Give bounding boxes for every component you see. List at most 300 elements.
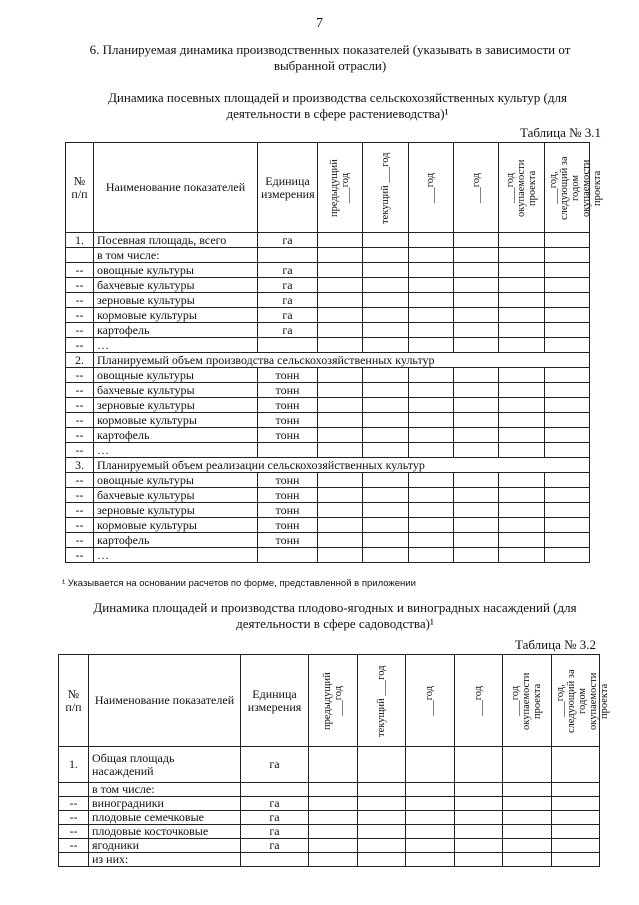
value-cell[interactable]: [318, 323, 363, 338]
value-cell[interactable]: [309, 825, 358, 839]
column-header: [357, 655, 406, 747]
row-unit: га: [258, 323, 318, 338]
row-unit: га: [258, 293, 318, 308]
row-number: --: [66, 533, 94, 548]
value-cell[interactable]: [454, 839, 503, 853]
table-3-2: [58, 654, 610, 867]
value-cell[interactable]: [408, 308, 453, 323]
row-number: --: [66, 293, 94, 308]
value-cell[interactable]: [544, 338, 589, 353]
value-cell[interactable]: [408, 413, 453, 428]
column-header-text: ___год, следующий за годом окупаемости проекта: [554, 668, 610, 733]
row-name: в том числе:: [89, 783, 241, 797]
value-cell[interactable]: [499, 248, 544, 263]
table-row: [66, 338, 590, 353]
row-number: --: [59, 825, 89, 839]
column-header: [453, 143, 498, 233]
value-cell[interactable]: [551, 853, 600, 867]
section-title: 6. Планируемая динамика производственных показателей (указывать в зависимости от выбранной отрасли): [89, 42, 571, 73]
row-unit: га: [258, 308, 318, 323]
row-name: Планируемый объем реализации сельскохозяйственных культур: [94, 458, 590, 473]
table2-label: Таблица № 3.2: [515, 637, 597, 652]
value-cell[interactable]: [499, 308, 544, 323]
row-name: ягодники: [89, 839, 241, 853]
value-cell[interactable]: [499, 533, 544, 548]
value-cell[interactable]: [503, 839, 552, 853]
value-cell[interactable]: [408, 323, 453, 338]
value-cell[interactable]: [408, 248, 453, 263]
value-cell[interactable]: [499, 473, 544, 488]
value-cell[interactable]: [499, 413, 544, 428]
row-name: плодовые косточковые: [89, 825, 241, 839]
value-cell[interactable]: [318, 548, 363, 563]
column-header-text: предыдущий ___год: [321, 671, 344, 730]
value-cell[interactable]: [318, 248, 363, 263]
value-cell[interactable]: [357, 783, 406, 797]
table-row: [66, 458, 590, 473]
value-cell[interactable]: [318, 533, 363, 548]
value-cell[interactable]: [363, 473, 408, 488]
value-cell[interactable]: [363, 323, 408, 338]
value-cell[interactable]: [544, 293, 589, 308]
table1-label: Таблица № 3.1: [520, 125, 602, 140]
value-cell[interactable]: [544, 368, 589, 383]
row-name: из них:: [89, 853, 241, 867]
value-cell[interactable]: [544, 473, 589, 488]
value-cell[interactable]: [408, 503, 453, 518]
value-cell[interactable]: [363, 533, 408, 548]
value-cell[interactable]: [503, 797, 552, 811]
value-cell[interactable]: [309, 853, 358, 867]
value-cell[interactable]: [499, 398, 544, 413]
row-name: Общая площадь насаждений: [89, 747, 241, 783]
value-cell[interactable]: [408, 398, 453, 413]
value-cell[interactable]: [406, 797, 455, 811]
value-cell[interactable]: [454, 825, 503, 839]
table-row: [66, 548, 590, 563]
value-cell[interactable]: [363, 248, 408, 263]
table-row: [66, 353, 590, 368]
value-cell[interactable]: [544, 278, 589, 293]
value-cell[interactable]: [551, 797, 600, 811]
column-header: [503, 655, 552, 747]
value-cell[interactable]: [544, 428, 589, 443]
column-header: [258, 143, 318, 233]
value-cell[interactable]: [499, 548, 544, 563]
value-cell[interactable]: [544, 323, 589, 338]
value-cell[interactable]: [551, 825, 600, 839]
table-row: [66, 518, 590, 533]
table-row: [66, 443, 590, 458]
value-cell[interactable]: [544, 263, 589, 278]
table-row: [66, 293, 590, 308]
value-cell[interactable]: [454, 797, 503, 811]
value-cell[interactable]: [408, 293, 453, 308]
value-cell[interactable]: [453, 428, 498, 443]
row-number: [66, 248, 94, 263]
value-cell[interactable]: [408, 368, 453, 383]
row-name: зерновые культуры: [94, 398, 258, 413]
row-name: овощные культуры: [94, 263, 258, 278]
value-cell[interactable]: [318, 308, 363, 323]
table-row: [66, 233, 590, 248]
value-cell[interactable]: [408, 428, 453, 443]
table-row: [59, 783, 600, 797]
value-cell[interactable]: [453, 488, 498, 503]
row-unit: га: [258, 233, 318, 248]
column-header-text: № п/п: [65, 686, 82, 714]
table-row: [66, 383, 590, 398]
column-header: [406, 655, 455, 747]
row-unit: тонн: [258, 428, 318, 443]
value-cell[interactable]: [363, 503, 408, 518]
table-row: [66, 473, 590, 488]
value-cell[interactable]: [551, 783, 600, 797]
value-cell[interactable]: [503, 811, 552, 825]
row-name: кормовые культуры: [94, 308, 258, 323]
column-header-text: ___год: [425, 172, 437, 203]
value-cell[interactable]: [453, 248, 498, 263]
table-row: [59, 811, 600, 825]
value-cell[interactable]: [363, 263, 408, 278]
column-header-text: Наименование показателей: [105, 180, 246, 194]
value-cell[interactable]: [363, 308, 408, 323]
value-cell[interactable]: [408, 473, 453, 488]
value-cell[interactable]: [363, 383, 408, 398]
column-header-text: текущий ___год: [375, 664, 387, 737]
value-cell[interactable]: [453, 473, 498, 488]
value-cell[interactable]: [544, 443, 589, 458]
table-row: [59, 747, 600, 783]
table-row: [66, 533, 590, 548]
table1-caption: Динамика посевных площадей и производства сельскохозяйственных культур (для деятельности в сфере растениеводства)¹: [108, 90, 567, 121]
value-cell[interactable]: [363, 368, 408, 383]
column-header-text: ___год окупаемости проекта: [510, 671, 544, 730]
row-number: 3.: [66, 458, 94, 473]
value-cell[interactable]: [406, 811, 455, 825]
row-name: зерновые культуры: [94, 293, 258, 308]
row-number: --: [66, 413, 94, 428]
value-cell[interactable]: [544, 248, 589, 263]
value-cell[interactable]: [499, 293, 544, 308]
row-number: --: [66, 488, 94, 503]
row-number: --: [59, 797, 89, 811]
row-number: [59, 853, 89, 867]
row-number: --: [66, 548, 94, 563]
value-cell[interactable]: [453, 413, 498, 428]
row-unit: га: [241, 811, 309, 825]
column-header: [363, 143, 408, 233]
value-cell[interactable]: [406, 747, 455, 783]
footnote: ¹ Указывается на основании расчетов по форме, представленной в приложении: [62, 578, 416, 589]
value-cell[interactable]: [318, 473, 363, 488]
row-name: плодовые семечковые: [89, 811, 241, 825]
column-header: [499, 143, 544, 233]
value-cell[interactable]: [357, 839, 406, 853]
value-cell[interactable]: [363, 398, 408, 413]
value-cell[interactable]: [453, 338, 498, 353]
row-unit: тонн: [258, 398, 318, 413]
value-cell[interactable]: [357, 811, 406, 825]
value-cell[interactable]: [453, 398, 498, 413]
value-cell[interactable]: [318, 488, 363, 503]
row-name: картофель: [94, 533, 258, 548]
column-header: [408, 143, 453, 233]
value-cell[interactable]: [363, 413, 408, 428]
value-cell[interactable]: [408, 548, 453, 563]
row-unit: тонн: [258, 518, 318, 533]
row-unit: тонн: [258, 488, 318, 503]
row-number: --: [66, 263, 94, 278]
value-cell[interactable]: [363, 518, 408, 533]
table-row: [59, 797, 600, 811]
column-header-text: ___год: [470, 172, 482, 203]
value-cell[interactable]: [408, 338, 453, 353]
value-cell[interactable]: [318, 338, 363, 353]
row-name: кормовые культуры: [94, 518, 258, 533]
column-header: [544, 143, 603, 233]
row-name: овощные культуры: [94, 473, 258, 488]
value-cell[interactable]: [406, 783, 455, 797]
value-cell[interactable]: [453, 278, 498, 293]
value-cell[interactable]: [357, 825, 406, 839]
value-cell[interactable]: [544, 398, 589, 413]
value-cell[interactable]: [551, 747, 600, 783]
value-cell[interactable]: [503, 853, 552, 867]
row-number: --: [66, 323, 94, 338]
row-unit: тонн: [258, 368, 318, 383]
value-cell[interactable]: [499, 443, 544, 458]
value-cell[interactable]: [309, 747, 358, 783]
value-cell[interactable]: [453, 263, 498, 278]
value-cell[interactable]: [318, 233, 363, 248]
table-row: [66, 398, 590, 413]
table-row: [66, 263, 590, 278]
value-cell[interactable]: [544, 233, 589, 248]
value-cell[interactable]: [357, 853, 406, 867]
value-cell[interactable]: [453, 518, 498, 533]
row-unit: [258, 338, 318, 353]
row-unit: тонн: [258, 473, 318, 488]
value-cell[interactable]: [357, 797, 406, 811]
row-unit: га: [241, 839, 309, 853]
column-header: [89, 655, 241, 747]
column-header-text: предыдущий ___год: [329, 158, 352, 217]
value-cell[interactable]: [499, 323, 544, 338]
value-cell[interactable]: [309, 783, 358, 797]
column-header-text: ___год окупаемости проекта: [504, 158, 538, 217]
value-cell[interactable]: [318, 503, 363, 518]
row-name: кормовые культуры: [94, 413, 258, 428]
row-number: 1.: [66, 233, 94, 248]
value-cell[interactable]: [408, 278, 453, 293]
value-cell[interactable]: [544, 533, 589, 548]
value-cell[interactable]: [318, 278, 363, 293]
value-cell[interactable]: [544, 308, 589, 323]
value-cell[interactable]: [318, 518, 363, 533]
row-unit: тонн: [258, 383, 318, 398]
row-number: --: [66, 368, 94, 383]
value-cell[interactable]: [318, 383, 363, 398]
value-cell[interactable]: [499, 503, 544, 518]
table-row: [66, 278, 590, 293]
column-header-text: ___год, следующий за годом окупаемости проекта: [547, 155, 603, 220]
value-cell[interactable]: [499, 338, 544, 353]
value-cell[interactable]: [408, 518, 453, 533]
value-cell[interactable]: [363, 428, 408, 443]
value-cell[interactable]: [363, 233, 408, 248]
column-header: [318, 143, 363, 233]
value-cell[interactable]: [363, 548, 408, 563]
row-unit: [258, 548, 318, 563]
table-row: [66, 428, 590, 443]
column-header-text: Единица измерения: [247, 686, 302, 714]
value-cell[interactable]: [453, 323, 498, 338]
value-cell[interactable]: [318, 263, 363, 278]
column-header-text: № п/п: [71, 173, 88, 201]
value-cell[interactable]: [551, 811, 600, 825]
value-cell[interactable]: [453, 443, 498, 458]
table-row: [66, 503, 590, 518]
row-name: зерновые культуры: [94, 503, 258, 518]
value-cell[interactable]: [309, 797, 358, 811]
value-cell[interactable]: [453, 383, 498, 398]
row-number: --: [66, 443, 94, 458]
value-cell[interactable]: [454, 811, 503, 825]
value-cell[interactable]: [453, 533, 498, 548]
column-header: [94, 143, 258, 233]
value-cell[interactable]: [318, 398, 363, 413]
value-cell[interactable]: [499, 518, 544, 533]
value-cell[interactable]: [408, 533, 453, 548]
row-unit: га: [258, 278, 318, 293]
value-cell[interactable]: [544, 503, 589, 518]
row-unit: [258, 248, 318, 263]
value-cell[interactable]: [408, 443, 453, 458]
table-row: [66, 368, 590, 383]
table-row: [59, 839, 600, 853]
row-name: бахчевые культуры: [94, 278, 258, 293]
value-cell[interactable]: [551, 839, 600, 853]
value-cell[interactable]: [363, 488, 408, 503]
value-cell[interactable]: [503, 783, 552, 797]
value-cell[interactable]: [544, 383, 589, 398]
row-name: картофель: [94, 428, 258, 443]
column-header: [66, 143, 94, 233]
value-cell[interactable]: [453, 368, 498, 383]
row-name: бахчевые культуры: [94, 383, 258, 398]
value-cell[interactable]: [453, 233, 498, 248]
value-cell[interactable]: [318, 293, 363, 308]
value-cell[interactable]: [499, 488, 544, 503]
table-row: [66, 248, 590, 263]
column-header-text: текущий ___год: [379, 151, 391, 224]
value-cell[interactable]: [499, 263, 544, 278]
value-cell[interactable]: [453, 308, 498, 323]
value-cell[interactable]: [363, 338, 408, 353]
value-cell[interactable]: [318, 428, 363, 443]
value-cell[interactable]: [408, 488, 453, 503]
row-number: --: [66, 398, 94, 413]
row-name: картофель: [94, 323, 258, 338]
row-unit: тонн: [258, 503, 318, 518]
value-cell[interactable]: [454, 747, 503, 783]
value-cell[interactable]: [454, 783, 503, 797]
row-unit: [258, 443, 318, 458]
value-cell[interactable]: [357, 747, 406, 783]
value-cell[interactable]: [408, 233, 453, 248]
value-cell[interactable]: [453, 548, 498, 563]
row-number: --: [66, 383, 94, 398]
value-cell[interactable]: [408, 263, 453, 278]
value-cell[interactable]: [309, 811, 358, 825]
value-cell[interactable]: [544, 488, 589, 503]
value-cell[interactable]: [406, 839, 455, 853]
row-name: Планируемый объем производства сельскохозяйственных культур: [94, 353, 590, 368]
value-cell[interactable]: [453, 503, 498, 518]
row-number: --: [66, 308, 94, 323]
value-cell[interactable]: [318, 443, 363, 458]
row-unit: [241, 783, 309, 797]
row-name: …: [94, 338, 258, 353]
row-unit: га: [241, 797, 309, 811]
column-header: [309, 655, 358, 747]
row-name: в том числе:: [94, 248, 258, 263]
row-name: бахчевые культуры: [94, 488, 258, 503]
value-cell[interactable]: [363, 293, 408, 308]
row-name: виноградники: [89, 797, 241, 811]
value-cell[interactable]: [453, 293, 498, 308]
value-cell[interactable]: [318, 368, 363, 383]
row-number: --: [59, 811, 89, 825]
value-cell[interactable]: [544, 548, 589, 563]
value-cell[interactable]: [499, 428, 544, 443]
value-cell[interactable]: [499, 233, 544, 248]
value-cell[interactable]: [406, 853, 455, 867]
value-cell[interactable]: [318, 413, 363, 428]
value-cell[interactable]: [544, 518, 589, 533]
value-cell[interactable]: [408, 383, 453, 398]
value-cell[interactable]: [309, 839, 358, 853]
table-row: [66, 488, 590, 503]
value-cell[interactable]: [499, 383, 544, 398]
value-cell[interactable]: [454, 853, 503, 867]
row-number: --: [66, 278, 94, 293]
column-header: [551, 655, 610, 747]
column-header: [59, 655, 89, 747]
value-cell[interactable]: [503, 747, 552, 783]
value-cell[interactable]: [544, 413, 589, 428]
row-number: --: [66, 518, 94, 533]
value-cell[interactable]: [363, 443, 408, 458]
row-unit: га: [241, 747, 309, 783]
value-cell[interactable]: [363, 278, 408, 293]
row-number: --: [66, 338, 94, 353]
row-number: [59, 783, 89, 797]
value-cell[interactable]: [499, 278, 544, 293]
value-cell[interactable]: [499, 368, 544, 383]
table-header-row: [66, 143, 590, 233]
value-cell[interactable]: [503, 825, 552, 839]
row-unit: га: [258, 263, 318, 278]
column-header-text: ___год: [424, 685, 436, 716]
value-cell[interactable]: [406, 825, 455, 839]
column-header: [241, 655, 309, 747]
column-header-text: ___год: [472, 685, 484, 716]
row-number: 2.: [66, 353, 94, 368]
row-number: --: [66, 473, 94, 488]
column-header-text: Наименование показателей: [94, 693, 235, 707]
